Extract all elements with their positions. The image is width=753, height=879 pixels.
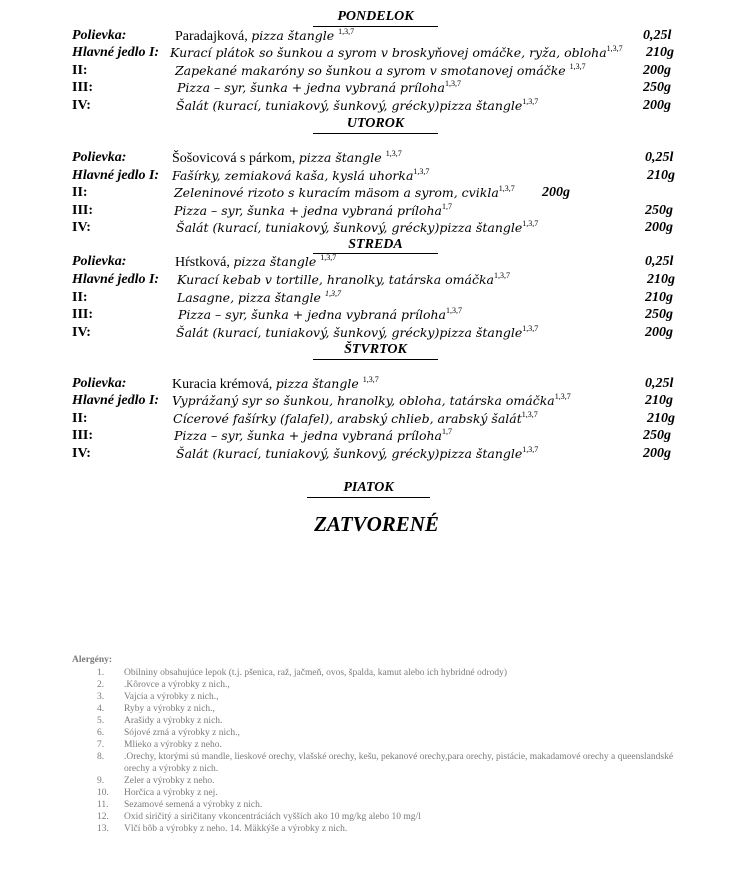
allergen-item: 1. Obilniny obsahujúce lepok (t.j. pšenica, raž, jačmeň, ovos, špalda, kamut alebo ich hybridné odrody) — [97, 668, 508, 678]
dish-name: Pizza – syr, šunka + jedna vybraná príloha$^{1,3,7}$ — [178, 306, 462, 322]
menu-row — [0, 271, 753, 289]
dish-name: Pizza – syr, šunka + jedna vybraná príloha$^{1,3,7}$ — [177, 79, 461, 95]
dish-name: Vyprážaný syr so šunkou, hranolky, obloha, tatárska omáčka$^{1,3,7}$ — [172, 392, 571, 408]
portion-amount: 0,25l — [643, 28, 672, 43]
allergen-item: 11. Sezamové semená a výrobky z nich. — [97, 800, 263, 810]
row-label: II: — [72, 185, 88, 200]
dish-name: Fašírky, zemiaková kaša, kyslá uhorka$^{1,3,7}$ — [172, 167, 430, 183]
portion-amount: 0,25l — [645, 254, 674, 269]
menu-row — [0, 202, 753, 220]
menu-row — [0, 306, 753, 324]
row-label: Polievka: — [72, 150, 127, 165]
menu-row — [0, 184, 753, 202]
allergen-item: 4. Ryby a výrobky z nich., — [97, 704, 215, 714]
dish-name: Hŕstková, pizza štangle $^{1,3,7}$ — [175, 253, 337, 270]
menu-row — [0, 44, 753, 62]
portion-amount: 200g — [643, 98, 671, 113]
allergen-item: 3. Vajcia a výrobky z nich., — [97, 692, 219, 702]
portion-amount: 200g — [643, 63, 671, 78]
menu-row — [0, 324, 753, 342]
allergen-item: 13. Vlčí bôb a výrobky z neho. 14. Mäkkýše a výrobky z nich. — [97, 824, 348, 834]
portion-amount: 200g — [643, 446, 671, 461]
menu-row — [0, 27, 753, 45]
row-label: II: — [72, 63, 88, 78]
portion-amount: 200g — [645, 325, 673, 340]
allergen-item: 6. Sójové zrná a výrobky z nich., — [97, 728, 240, 738]
portion-amount: 250g — [645, 203, 673, 218]
day-title-tuesday: UTOROK — [346, 116, 405, 131]
row-label: III: — [72, 428, 94, 443]
dish-name: Zapekané makaróny so šunkou a syrom v smotanovej omáčke $^{1,3,7}$ — [175, 62, 586, 78]
portion-amount: 210g — [646, 45, 674, 60]
row-label: Hlavné jedlo I: — [72, 393, 160, 408]
allergen-item: 10. Horčica a výrobky z nej. — [97, 788, 218, 798]
menu-row — [0, 149, 753, 167]
menu-row — [0, 97, 753, 115]
allergen-item: 8. .Orechy, ktorými sú mandle, lieskové orechy, vlašské orechy, kešu, pekanové orechy,para orechy, pistácie, makadamové orechy a queenslandské orechy a výrobky z nich. — [97, 752, 674, 774]
allergen-item: 7. Mlieko a výrobky z neho. — [97, 740, 222, 750]
portion-amount: 200g — [645, 220, 673, 235]
row-label: III: — [72, 203, 94, 218]
dish-name: Paradajková, pizza štangle $^{1,3,7}$ — [175, 27, 355, 44]
menu-row — [0, 375, 753, 393]
divider-line — [313, 133, 438, 134]
dish-name: Šalát (kurací, tuniakový, šunkový, grécky)pizza štangle$^{1,3,7}$ — [176, 445, 539, 461]
allergen-heading: Alergény: — [72, 655, 113, 665]
portion-amount: 210g — [647, 411, 675, 426]
menu-row — [0, 410, 753, 428]
row-label: IV: — [72, 98, 91, 113]
portion-amount: 0,25l — [645, 150, 674, 165]
portion-amount: 250g — [645, 307, 673, 322]
portion-amount: 210g — [647, 272, 675, 287]
dish-name: Šalát (kurací, tuniakový, šunkový, grécky)pizza štangle$^{1,3,7}$ — [176, 97, 539, 113]
row-label: IV: — [72, 446, 91, 461]
row-label: IV: — [72, 325, 91, 340]
allergen-item: 12. Oxid siričitý a siričitany vkoncentráciách vyšších ako 10 mg/kg alebo 10 mg/l — [97, 812, 421, 822]
dish-name: Lasagne, pizza štangle $^{1,3,7}$ — [177, 289, 341, 305]
row-label: Polievka: — [72, 28, 127, 43]
dish-name: Zeleninové rizoto s kuracím mäsom a syrom, cvikla$^{1,3,7}$ — [174, 184, 515, 200]
dish-name: Kurací kebab v tortille, hranolky, tatárska omáčka$^{1,3,7}$ — [177, 271, 511, 287]
menu-row — [0, 219, 753, 237]
divider-line — [307, 497, 430, 498]
allergen-item: 5. Arašidy a výrobky z nich. — [97, 716, 223, 726]
portion-amount: 210g — [645, 290, 673, 305]
divider-line — [313, 359, 438, 360]
menu-row — [0, 289, 753, 307]
row-label: Polievka: — [72, 254, 127, 269]
row-label: Polievka: — [72, 376, 127, 391]
row-label: II: — [72, 411, 88, 426]
allergen-item: 9. Zeler a výrobky z neho. — [97, 776, 215, 786]
day-title-friday: PIATOK — [343, 480, 394, 495]
row-label: IV: — [72, 220, 91, 235]
menu-row — [0, 427, 753, 445]
portion-amount: 250g — [643, 428, 671, 443]
dish-name: Šalát (kurací, tuniakový, šunkový, grécky)pizza štangle$^{1,3,7}$ — [176, 219, 539, 235]
dish-name: Kuracia krémová, pizza štangle $^{1,3,7}$ — [172, 375, 379, 392]
row-label: Hlavné jedlo I: — [72, 272, 160, 287]
menu-row — [0, 392, 753, 410]
day-title-monday: PONDELOK — [337, 9, 414, 24]
portion-amount: 210g — [645, 393, 673, 408]
row-label: Hlavné jedlo I: — [72, 168, 160, 183]
menu-row — [0, 167, 753, 185]
dish-name: Šošovicová s párkom, pizza štangle $^{1,3,7}$ — [172, 149, 402, 166]
day-title-thursday: ŠTVRTOK — [344, 342, 407, 357]
row-label: Hlavné jedlo I: — [72, 45, 160, 60]
portion-amount: 200g — [542, 185, 570, 200]
allergen-list — [72, 654, 692, 835]
portion-amount: 210g — [647, 168, 675, 183]
menu-row — [0, 445, 753, 463]
dish-name: Pizza – syr, šunka + jedna vybraná príloha$^{1,7}$ — [174, 202, 452, 218]
portion-amount: 0,25l — [645, 376, 674, 391]
allergen-item: 2. .Kôrovce a výrobky z nich., — [97, 680, 230, 690]
closed-notice: ZATVORENÉ — [314, 512, 439, 536]
row-label: III: — [72, 80, 94, 95]
dish-name: Kurací plátok so šunkou a syrom v broskyňovej omáčke, ryža, obloha$^{1,3,7}$ — [170, 44, 623, 60]
menu-row — [0, 253, 753, 271]
portion-amount: 250g — [643, 80, 671, 95]
row-label: II: — [72, 290, 88, 305]
menu-row — [0, 62, 753, 80]
dish-name: Cícerové fašírky (falafel), arabský chlieb, arabský šalát$^{1,3,7}$ — [173, 410, 538, 426]
dish-name: Šalát (kurací, tuniakový, šunkový, grécky)pizza štangle$^{1,3,7}$ — [176, 324, 539, 340]
row-label: III: — [72, 307, 94, 322]
dish-name: Pizza – syr, šunka + jedna vybraná príloha$^{1,7}$ — [174, 427, 452, 443]
day-title-wednesday: STREDA — [348, 237, 403, 252]
menu-row — [0, 79, 753, 97]
